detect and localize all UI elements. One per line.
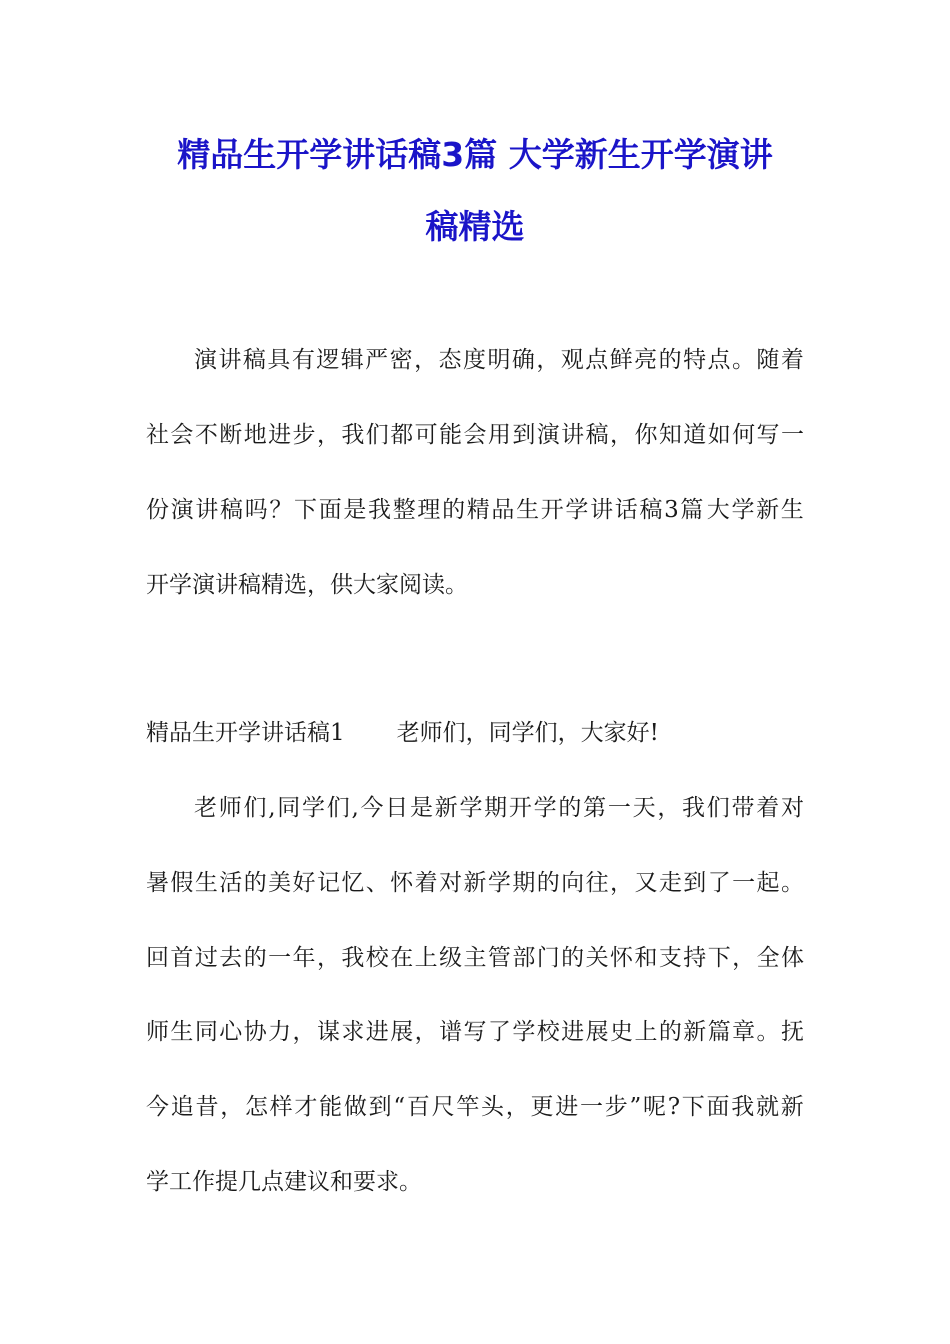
document-title-line-1: 精品生开学讲话稿3篇 大学新生开学演讲 (177, 135, 773, 174)
intro-line-4: 开学演讲稿精选，供大家阅读。 (146, 572, 468, 598)
body-line-2: 暑 假 生 活 的 美 好 记 忆 、 怀 着 对 新 学 期 的 向 往 ， 又 走 到 了 一 起 。 (146, 870, 804, 896)
intro-line-3: 份 演 讲 稿 吗 ？ 下 面 是 我 整 理 的 精 品 生 开 学 讲 话 稿 3 篇 大 学 新 生 (146, 497, 804, 523)
body-line-4: 师 生 同 心 协 力 ， 谋 求 进 展 ， 谱 写 了 学 校 进 展 史 上 的 新 篇 章 。 抚 (146, 1019, 804, 1045)
intro-line-2: 社 会 不 断 地 进 步 ， 我 们 都 可 能 会 用 到 演 讲 稿 ， 你 知 道 如 何 写 一 (146, 422, 804, 448)
document-title-line-2: 稿精选 (425, 207, 525, 246)
section-heading: 精品生开学讲话稿1 (146, 720, 345, 746)
body-line-5: 今 追 昔 ， 怎 样 才 能 做 到 “ 百 尺 竿 头 ， 更 进 一 步 ” 呢 ? 下 面 我 就 新 (146, 1094, 804, 1120)
body-line-6: 学工作提几点建议和要求。 (146, 1169, 422, 1195)
section-heading-row (146, 717, 659, 749)
body-line-3: 回 首 过 去 的 一 年 ， 我 校 在 上 级 主 管 部 门 的 关 怀 和 支 持 下 ， 全 体 (146, 945, 804, 971)
intro-line-1: 演 讲 稿 具 有 逻 辑 严 密 ， 态 度 明 确 ， 观 点 鲜 亮 的 特 点 。 随 着 (194, 347, 804, 373)
body-line-1: 老 师 们 , 同 学 们 , 今 日 是 新 学 期 开 学 的 第 一 天 ， 我 们 带 着 对 (194, 795, 804, 821)
greeting: 老师们，同学们，大家好! (396, 720, 659, 746)
